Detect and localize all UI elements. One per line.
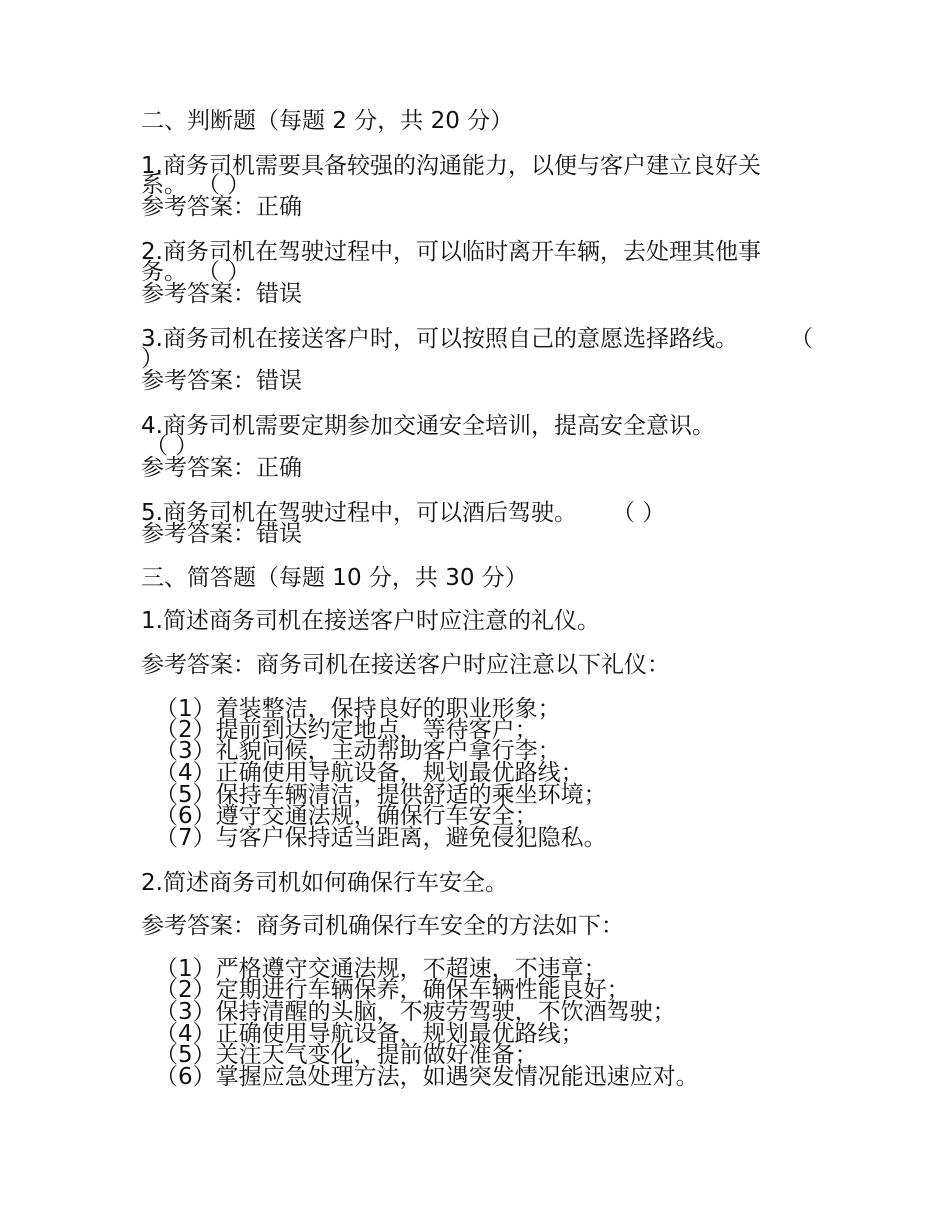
answer-list-item: （5）保持车辆清洁，提供舒适的乘坐环境；	[155, 782, 607, 808]
question-line: 2.商务司机在驾驶过程中，可以临时离开车辆，去处理其他事	[141, 239, 761, 265]
reference-answer: 参考答案：错误	[141, 368, 302, 394]
answer-list-item: （6）遵守交通法规，确保行车安全；	[155, 803, 538, 829]
answer-list-item: （6）掌握应急处理方法，如遇突发情况能迅速应对。	[155, 1064, 699, 1090]
answer-list-item: （1）严格遵守交通法规，不超速，不违章；	[155, 956, 607, 982]
question-line: ）	[141, 346, 164, 372]
answer-list-item: （4）正确使用导航设备，规划最优路线；	[155, 760, 584, 786]
answer-list-item: （3）礼貌问候，主动帮助客户拿行李；	[155, 738, 561, 764]
reference-answer: 参考答案：正确	[141, 455, 302, 481]
short-answer-question: 1.简述商务司机在接送客户时应注意的礼仪。	[141, 608, 600, 634]
answer-parenthesis: （ ）	[197, 259, 251, 285]
question-line: 1.商务司机需要具备较强的沟通能力，以便与客户建立良好关	[141, 153, 761, 179]
reference-answer: 参考答案：正确	[141, 194, 302, 220]
answer-parenthesis: （	[790, 326, 813, 352]
answer-list-item: （2）定期进行车辆保养，确保车辆性能良好；	[155, 977, 630, 1003]
reference-answer-intro: 参考答案：商务司机在接送客户时应注意以下礼仪：	[141, 652, 670, 678]
answer-list-item: （7）与客户保持适当距离，避免侵犯隐私。	[155, 825, 607, 851]
section-title-true-false: 二、判断题（每题 2 分，共 20 分）	[141, 108, 514, 134]
question-line: 5.商务司机在驾驶过程中，可以酒后驾驶。	[141, 500, 577, 526]
answer-list-item: （5）关注天气变化，提前做好准备；	[155, 1042, 538, 1068]
reference-answer: 参考答案：错误	[141, 281, 302, 307]
answer-list-item: （3）保持清醒的头脑，不疲劳驾驶，不饮酒驾驶；	[155, 999, 676, 1025]
question-line: 务。	[141, 259, 187, 285]
reference-answer: 参考答案：错误	[141, 521, 302, 547]
answer-parenthesis: （ ）	[612, 500, 666, 526]
section-title-short-answer: 三、简答题（每题 10 分，共 30 分）	[141, 565, 528, 591]
reference-answer-intro: 参考答案：商务司机确保行车安全的方法如下：	[141, 913, 624, 939]
question-line: 系。	[141, 172, 187, 198]
answer-list-item: （2）提前到达约定地点，等待客户；	[155, 717, 538, 743]
question-line: 3.商务司机在接送客户时，可以按照自己的意愿选择路线。	[141, 326, 738, 352]
answer-list-item: （1）着装整洁，保持良好的职业形象；	[155, 696, 561, 722]
answer-list-item: （4）正确使用导航设备，规划最优路线；	[155, 1021, 584, 1047]
short-answer-question: 2.简述商务司机如何确保行车安全。	[141, 870, 508, 896]
question-line: 4.商务司机需要定期参加交通安全培训，提高安全意识。	[141, 413, 715, 439]
answer-parenthesis: （ ）	[145, 433, 199, 459]
answer-parenthesis: （ ）	[197, 172, 251, 198]
